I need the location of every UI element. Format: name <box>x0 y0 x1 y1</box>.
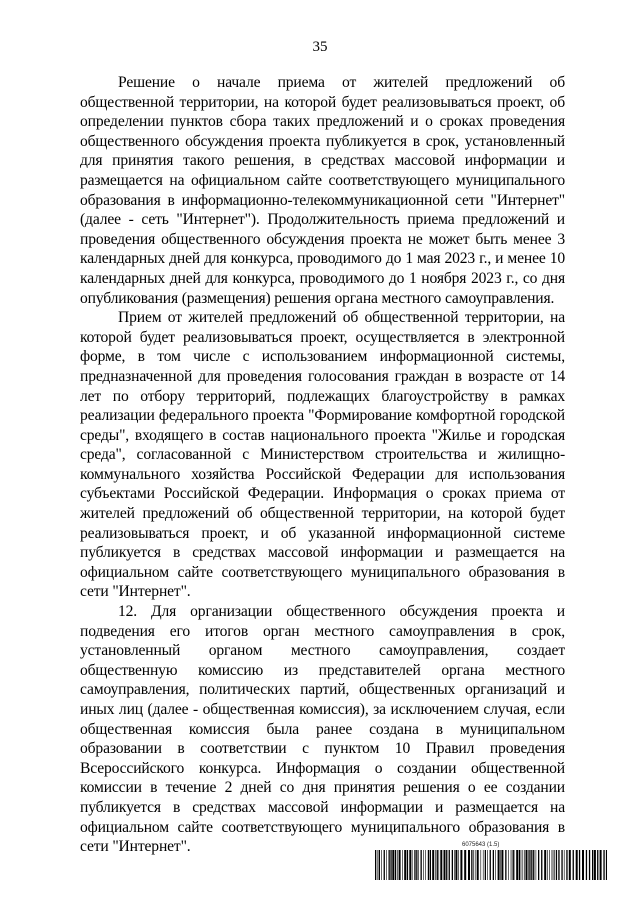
barcode-bar <box>603 850 604 880</box>
barcode-bar <box>475 850 476 880</box>
barcode-bar <box>589 850 590 880</box>
barcode-bar <box>501 850 503 880</box>
barcode-bar <box>454 850 455 880</box>
barcode-bar <box>528 850 529 880</box>
barcode-bar <box>500 850 501 880</box>
barcode-bar <box>444 850 446 880</box>
barcode-bar <box>505 850 506 880</box>
barcode-bar <box>386 850 387 880</box>
barcode-bar <box>452 850 453 880</box>
barcode-bar <box>529 850 530 880</box>
barcode-bar <box>421 850 422 880</box>
barcode-bar <box>606 850 607 880</box>
barcode-bar <box>495 850 496 880</box>
barcode-bar <box>508 850 509 880</box>
barcode-bar <box>558 850 559 880</box>
barcode-bar <box>493 850 494 880</box>
barcode-bar <box>516 850 518 880</box>
barcode-bar <box>541 850 542 880</box>
barcode-bar <box>418 850 419 880</box>
barcode-bar <box>397 850 398 880</box>
barcode-bar <box>460 850 462 880</box>
paragraph-3: 12. Для организации общественного обсуждения проекта и подведения его итогов орган местного самоуправления в срок, установленный органом местного самоуправления, создает общественную комиссию из представителей органа местного самоуправления, политических партий, общественных организаций и иных лиц (далее - общественная комиссия), за исключением случая, если общественная комиссия была ранее создана в муниципальном образовании в соответствии с пунктом 10 Правил проведения Всероссийского конкурса. Информация о создании общественной комиссии в течение 2 дней со дня принятия решения о ее создании публикуется в средствах массовой информации и размещается на официальном сайте соответствующего муниципального образования в сети "Интернет". <box>80 603 565 856</box>
barcode-bar <box>544 850 546 880</box>
barcode-bar <box>487 850 488 880</box>
barcode-bar <box>455 850 457 880</box>
barcode-bar <box>576 850 578 880</box>
barcode-bar <box>464 850 466 880</box>
barcode-bar <box>381 850 382 880</box>
barcode-bar <box>513 850 514 880</box>
barcode-bar <box>592 850 593 880</box>
barcode-bar <box>498 850 500 880</box>
barcode-bar <box>412 850 413 880</box>
barcode-bar <box>416 850 417 880</box>
barcode-bar <box>523 850 524 880</box>
barcode-bar <box>512 850 513 880</box>
barcode-bar <box>524 850 525 880</box>
barcode-bar <box>485 850 486 880</box>
barcode-bar <box>409 850 411 880</box>
document-code: 6075643 (1.5) <box>462 842 500 848</box>
barcode-bar <box>430 850 431 880</box>
barcode-bar <box>407 850 408 880</box>
barcode-bar <box>573 850 574 880</box>
barcode-bar <box>404 850 406 880</box>
barcode-bar <box>432 850 434 880</box>
barcode-bar <box>531 850 532 880</box>
barcode-bar <box>379 850 380 880</box>
barcode-bar <box>435 850 436 880</box>
barcode-bar <box>473 850 474 880</box>
barcode-bar <box>579 850 580 880</box>
barcode-bar <box>549 850 550 880</box>
paragraph-2: Прием от жителей предложений об общественной территории, на которой будет реализовываться проект, осуществляется в электронной форме, в том числе с использованием информационной системы, предназначенной для проведения голосования граждан в возрасте от 14 лет по отбору территорий, подлежащих благоустройству в рамках реализации федерального проекта "Формирование комфортной городской среды", входящего в состав национального проекта "Жилье и городская среда", согласованной с Министерством строительства и жилищно-коммунального хозяйства Российской Федерации для использования субъектами Российской Федерации. Информация о сроках приема от жителей предложений об общественной территории, на которой будет реализовываться проект, и об указанной информационной системе публикуется в средствах массовой информации и размещается на официальном сайте соответствующего муниципального образования в сети "Интернет". <box>80 309 565 601</box>
barcode-bar <box>554 850 555 880</box>
barcode <box>375 850 607 880</box>
barcode-bar <box>378 850 379 880</box>
barcode-bar <box>519 850 520 880</box>
barcode-bar <box>552 850 553 880</box>
barcode-bar <box>561 850 562 880</box>
barcode-bar <box>566 850 567 880</box>
barcode-bar <box>569 850 571 880</box>
barcode-bar <box>440 850 442 880</box>
barcode-bar <box>446 850 447 880</box>
barcode-bar <box>425 850 426 880</box>
barcode-bar <box>490 850 491 880</box>
barcode-bar <box>392 850 394 880</box>
body-text <box>80 73 565 857</box>
barcode-bar <box>389 850 390 880</box>
page-number: 35 <box>312 39 328 55</box>
paragraph-1: Решение о начале приема от жителей предложений об общественной территории, на которой будет реализовываться проект, об определении пунктов сбора таких предложений и о сроках проведения общественного обсуждения проекта публикуется в срок, установленный для принятия такого решения, в средствах массовой информации и размещается на официальном сайте соответствующего муниципального образования в информационно-телекоммуникационной сети "Интернет" (далее - сеть "Интернет"). Продолжительность приема предложений и проведения общественного обсуждения проекта не может быть менее 3 календарных дней для конкурса, проводимого до 1 мая 2023 г., и менее 10 календарных дней для конкурса, проводимого до 1 ноября 2023 г., со дня опубликования (размещения) решения органа местного самоуправления. <box>80 74 565 307</box>
barcode-bar <box>477 850 479 880</box>
barcode-bar <box>586 850 587 880</box>
barcode-bar <box>458 850 459 880</box>
barcode-bar <box>449 850 450 880</box>
barcode-bar <box>384 850 385 880</box>
barcode-bar <box>536 850 537 880</box>
barcode-bar <box>521 850 522 880</box>
barcode-bar <box>439 850 440 880</box>
barcode-bar <box>471 850 472 880</box>
barcode-bar <box>594 850 596 880</box>
barcode-bar <box>582 850 584 880</box>
barcode-bar <box>547 850 548 880</box>
barcode-bar <box>533 850 534 880</box>
barcode-bar <box>468 850 470 880</box>
barcode-bar <box>511 850 512 880</box>
barcode-bar <box>600 850 602 880</box>
barcode-bar <box>395 850 396 880</box>
barcode-bar <box>414 850 415 880</box>
barcode-bar <box>481 850 482 880</box>
barcode-bar <box>483 850 484 880</box>
barcode-bar <box>564 850 565 880</box>
barcode-bar <box>538 850 539 880</box>
barcode-bar <box>399 850 401 880</box>
barcode-bar <box>428 850 429 880</box>
barcode-bar <box>375 850 376 880</box>
barcode-bar <box>390 850 391 880</box>
barcode-bar <box>526 850 528 880</box>
barcode-bar <box>423 850 424 880</box>
barcode-bar <box>597 850 598 880</box>
barcode-bar <box>402 850 403 880</box>
barcode-bar <box>437 850 438 880</box>
barcode-bar <box>556 850 557 880</box>
barcode-bar <box>553 850 554 880</box>
